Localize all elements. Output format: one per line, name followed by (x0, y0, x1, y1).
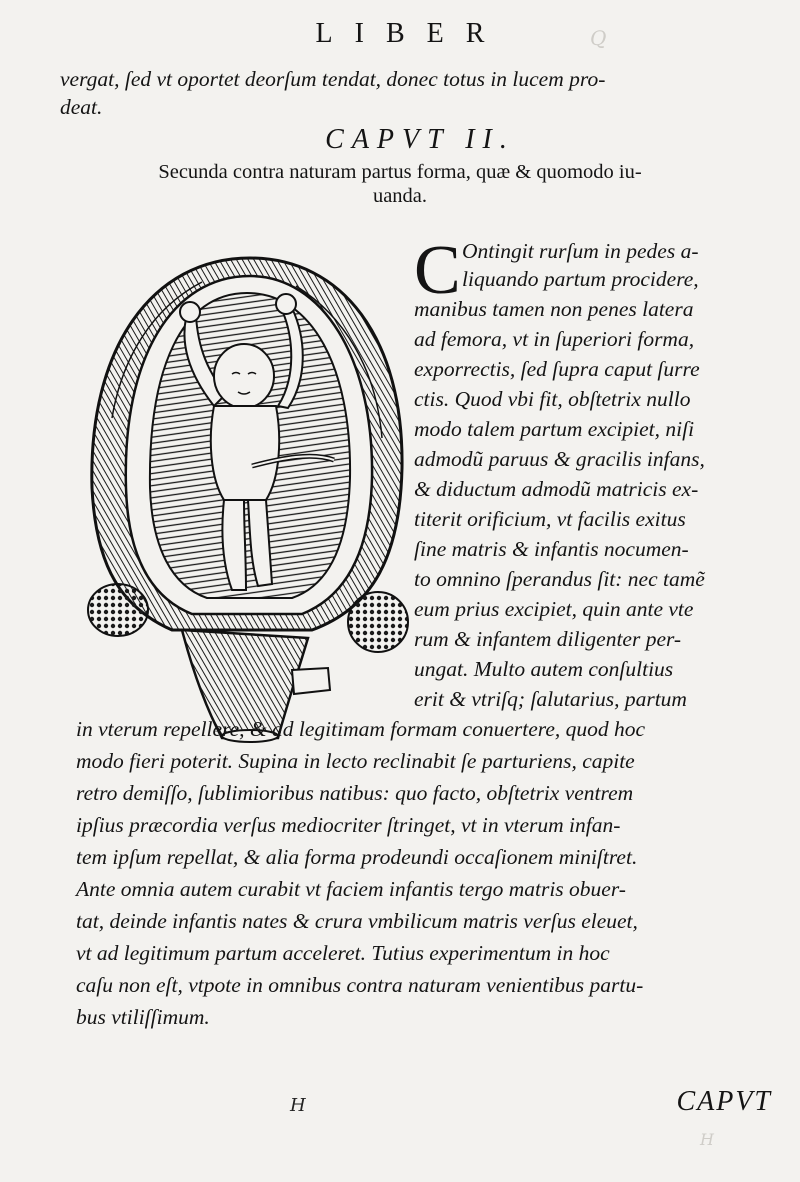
body-line: retro demiſſo, ſublimioribus natibus: quo facto, obſtetrix ventrem (76, 781, 634, 805)
body-line: in vterum repellere, & ad legitimam formam conuertere, quod hoc (76, 717, 646, 741)
woodcut-illustration (82, 238, 418, 746)
right-column-line: Ontingit rurſum in pedes a- (462, 239, 699, 263)
running-head: LIBER (315, 18, 507, 49)
right-column-line: ad femora, vt in ſuperiori forma, (414, 327, 695, 351)
right-column-line: ctis. Quod vbi fit, obſtetrix nullo (414, 387, 691, 411)
bleed-through-text: Q (590, 26, 609, 50)
right-column-line: liquando partum procidere, (462, 267, 699, 291)
right-column-line: titerit orificium, vt facilis exitus (414, 507, 686, 531)
right-column-line: exporrectis, ſed ſupra caput ſurre (414, 357, 700, 381)
body-line: tat, deinde infantis nates & crura vmbilicum matris verſus eleuet, (76, 909, 638, 933)
chapter-subtitle-line-2: uanda. (372, 185, 428, 207)
continuation-line-2: deat. (60, 95, 103, 119)
body-line: modo fieri poterit. Supina in lecto reclinabit ſe parturiens, capite (76, 749, 635, 773)
right-column-line: & diductum admodũ matricis ex- (414, 477, 699, 501)
chapter-title: CAPVT II. (325, 124, 515, 155)
right-column-line: rum & infantem diligenter per- (414, 627, 682, 651)
right-column-line: to omnino ſperandus ſit: nec tamẽ (414, 567, 705, 591)
right-column-line: eum prius excipiet, quin ante vte (414, 597, 694, 621)
drop-cap: C (414, 232, 461, 309)
body-line: vt ad legitimum partum acceleret. Tutius experimentum in hoc (76, 941, 610, 965)
right-column-line: admodũ paruus & gracilis infans, (414, 447, 705, 471)
body-line: caſu non eſt, vtpote in omnibus contra naturam venientibus partu- (76, 973, 644, 997)
body-line: ipſius præcordia verſus mediocriter ſtringet, vt in vterum infan- (76, 813, 621, 837)
right-column-line: manibus tamen non penes latera (414, 297, 694, 321)
catchword: CAPVT (676, 1086, 772, 1117)
chapter-subtitle-line-1: Secunda contra naturam partus forma, quæ & quomodo iu- (158, 161, 642, 183)
continuation-line-1: vergat, ſed vt oportet deorſum tendat, donec totus in lucem pro- (60, 67, 606, 91)
right-column-line: modo talem partum excipiet, niſi (414, 417, 695, 441)
body-line: tem ipſum repellat, & alia forma prodeundi occaſionem miniſtret. (76, 845, 638, 869)
signature-mark: H (290, 1095, 306, 1116)
right-column-line: ungat. Multo autem conſultius (414, 657, 674, 681)
right-column-line: ſine matris & infantis nocumen- (414, 537, 689, 561)
body-line: bus vtiliſſimum. (76, 1005, 210, 1029)
body-line: Ante omnia autem curabit vt faciem infantis tergo matris obuer- (76, 877, 626, 901)
bleed-through-text: H (700, 1130, 716, 1149)
right-column-line: erit & vtriſq; ſalutarius, partum (414, 687, 687, 711)
